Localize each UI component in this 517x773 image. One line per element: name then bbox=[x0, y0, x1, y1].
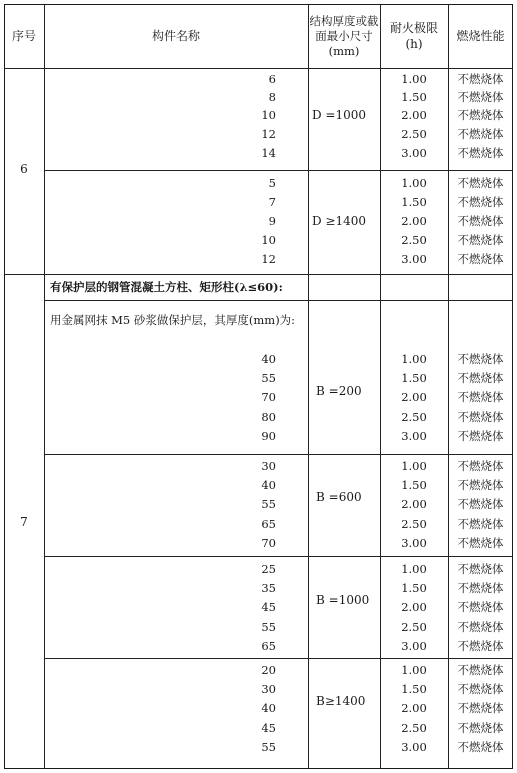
performance-value: 不燃烧体 bbox=[457, 214, 504, 228]
limit-value: 1.50 bbox=[401, 371, 427, 386]
limit-value: 1.50 bbox=[401, 581, 427, 596]
thickness-value: 80 bbox=[261, 409, 276, 424]
header-dimension: 结构厚度或截面最小尺寸(mm) bbox=[309, 13, 379, 58]
limit-value: 1.00 bbox=[401, 176, 427, 190]
limit-value: 2.00 bbox=[401, 390, 427, 405]
limit-value: 1.50 bbox=[401, 478, 427, 493]
limit-value: 3.00 bbox=[401, 535, 427, 550]
limit-value: 1.00 bbox=[401, 459, 427, 473]
performance-value: 不燃烧体 bbox=[457, 720, 504, 735]
col-divider bbox=[44, 4, 45, 769]
limit-value: 2.50 bbox=[401, 516, 427, 531]
limit-value: 1.00 bbox=[401, 562, 427, 576]
dimension-label: D =1000 bbox=[312, 108, 367, 122]
group-divider bbox=[44, 300, 513, 301]
dimension-label: B =600 bbox=[316, 490, 362, 504]
group-divider bbox=[44, 556, 513, 557]
performance-value: 不燃烧体 bbox=[457, 535, 504, 550]
limit-value: 2.00 bbox=[401, 214, 427, 228]
performance-value: 不燃烧体 bbox=[457, 638, 504, 653]
performance-value: 不燃烧体 bbox=[457, 701, 504, 716]
group-divider bbox=[44, 658, 513, 659]
limit-value: 3.00 bbox=[401, 739, 427, 754]
thickness-value: 8 bbox=[268, 90, 276, 104]
performance-value: 不燃烧体 bbox=[457, 390, 504, 405]
thickness-value: 65 bbox=[261, 638, 276, 653]
row-serial-6: 6 bbox=[20, 162, 28, 176]
limit-value: 3.00 bbox=[401, 638, 427, 653]
header-performance: 燃烧性能 bbox=[456, 29, 505, 43]
performance-value: 不燃烧体 bbox=[457, 478, 504, 493]
fire-resistance-table bbox=[4, 4, 513, 769]
performance-value: 不燃烧体 bbox=[457, 562, 504, 576]
thickness-value: 40 bbox=[261, 478, 276, 493]
thickness-value: 55 bbox=[261, 739, 276, 754]
thickness-value: 14 bbox=[261, 146, 276, 160]
thickness-value: 30 bbox=[261, 459, 276, 473]
thickness-value: 70 bbox=[261, 390, 276, 405]
limit-value: 2.50 bbox=[401, 233, 427, 247]
thickness-value: 55 bbox=[261, 371, 276, 386]
limit-value: 2.50 bbox=[401, 619, 427, 634]
performance-value: 不燃烧体 bbox=[457, 72, 504, 86]
thickness-value: 25 bbox=[261, 562, 276, 576]
performance-value: 不燃烧体 bbox=[457, 619, 504, 634]
dimension-label: B≥1400 bbox=[316, 694, 366, 708]
row-7-title: 有保护层的钢管混凝土方柱、矩形柱(λ≤60): bbox=[50, 280, 283, 294]
performance-value: 不燃烧体 bbox=[457, 108, 504, 122]
col-divider bbox=[308, 4, 309, 769]
limit-value: 2.50 bbox=[401, 127, 427, 141]
limit-value: 2.00 bbox=[401, 108, 427, 122]
performance-value: 不燃烧体 bbox=[457, 233, 504, 247]
performance-value: 不燃烧体 bbox=[457, 252, 504, 266]
thickness-value: 45 bbox=[261, 720, 276, 735]
performance-value: 不燃烧体 bbox=[457, 682, 504, 697]
limit-value: 2.00 bbox=[401, 497, 427, 512]
header-name: 构件名称 bbox=[151, 29, 200, 43]
dimension-label: B =1000 bbox=[316, 593, 370, 607]
limit-value: 2.00 bbox=[401, 600, 427, 615]
limit-value: 3.00 bbox=[401, 252, 427, 266]
limit-value: 1.50 bbox=[401, 195, 427, 209]
row-divider bbox=[4, 274, 513, 275]
performance-value: 不燃烧体 bbox=[457, 516, 504, 531]
performance-value: 不燃烧体 bbox=[457, 90, 504, 104]
thickness-value: 35 bbox=[261, 581, 276, 596]
thickness-value: 90 bbox=[261, 428, 276, 443]
performance-value: 不燃烧体 bbox=[457, 352, 504, 366]
header-divider bbox=[4, 68, 513, 69]
performance-value: 不燃烧体 bbox=[457, 409, 504, 424]
thickness-value: 55 bbox=[261, 497, 276, 512]
thickness-value: 30 bbox=[261, 682, 276, 697]
thickness-value: 5 bbox=[268, 176, 276, 190]
limit-value: 2.50 bbox=[401, 409, 427, 424]
thickness-value: 7 bbox=[268, 195, 276, 209]
row-serial-7: 7 bbox=[20, 515, 28, 529]
performance-value: 不燃烧体 bbox=[457, 739, 504, 754]
limit-value: 1.00 bbox=[401, 663, 427, 677]
performance-value: 不燃烧体 bbox=[457, 146, 504, 160]
thickness-value: 65 bbox=[261, 516, 276, 531]
performance-value: 不燃烧体 bbox=[457, 581, 504, 596]
limit-value: 1.50 bbox=[401, 90, 427, 104]
performance-value: 不燃烧体 bbox=[457, 497, 504, 512]
limit-value: 2.50 bbox=[401, 720, 427, 735]
thickness-value: 9 bbox=[268, 214, 276, 228]
thickness-value: 10 bbox=[261, 108, 276, 122]
dimension-label: D ≥1400 bbox=[312, 214, 367, 228]
thickness-value: 55 bbox=[261, 619, 276, 634]
thickness-value: 12 bbox=[261, 252, 276, 266]
performance-value: 不燃烧体 bbox=[457, 195, 504, 209]
limit-value: 2.00 bbox=[401, 701, 427, 716]
limit-value: 3.00 bbox=[401, 428, 427, 443]
group-divider bbox=[44, 170, 513, 171]
limit-value: 1.00 bbox=[401, 72, 427, 86]
group-divider bbox=[44, 454, 513, 455]
thickness-value: 40 bbox=[261, 352, 276, 366]
performance-value: 不燃烧体 bbox=[457, 176, 504, 190]
thickness-value: 10 bbox=[261, 233, 276, 247]
performance-value: 不燃烧体 bbox=[457, 127, 504, 141]
dimension-label: B =200 bbox=[316, 384, 362, 398]
header-serial: 序号 bbox=[11, 29, 36, 43]
thickness-value: 6 bbox=[268, 72, 276, 86]
performance-value: 不燃烧体 bbox=[457, 428, 504, 443]
thickness-value: 45 bbox=[261, 600, 276, 615]
thickness-value: 12 bbox=[261, 127, 276, 141]
performance-value: 不燃烧体 bbox=[457, 600, 504, 615]
row-7-note: 用金属网抹 M5 砂浆做保护层，其厚度(mm)为: bbox=[50, 313, 296, 327]
limit-value: 3.00 bbox=[401, 146, 427, 160]
limit-value: 1.00 bbox=[401, 352, 427, 366]
performance-value: 不燃烧体 bbox=[457, 459, 504, 473]
thickness-value: 20 bbox=[261, 663, 276, 677]
header-limit: 耐火极限(h) bbox=[389, 21, 438, 51]
performance-value: 不燃烧体 bbox=[457, 371, 504, 386]
limit-value: 1.50 bbox=[401, 682, 427, 697]
thickness-value: 40 bbox=[261, 701, 276, 716]
performance-value: 不燃烧体 bbox=[457, 663, 504, 677]
thickness-value: 70 bbox=[261, 535, 276, 550]
